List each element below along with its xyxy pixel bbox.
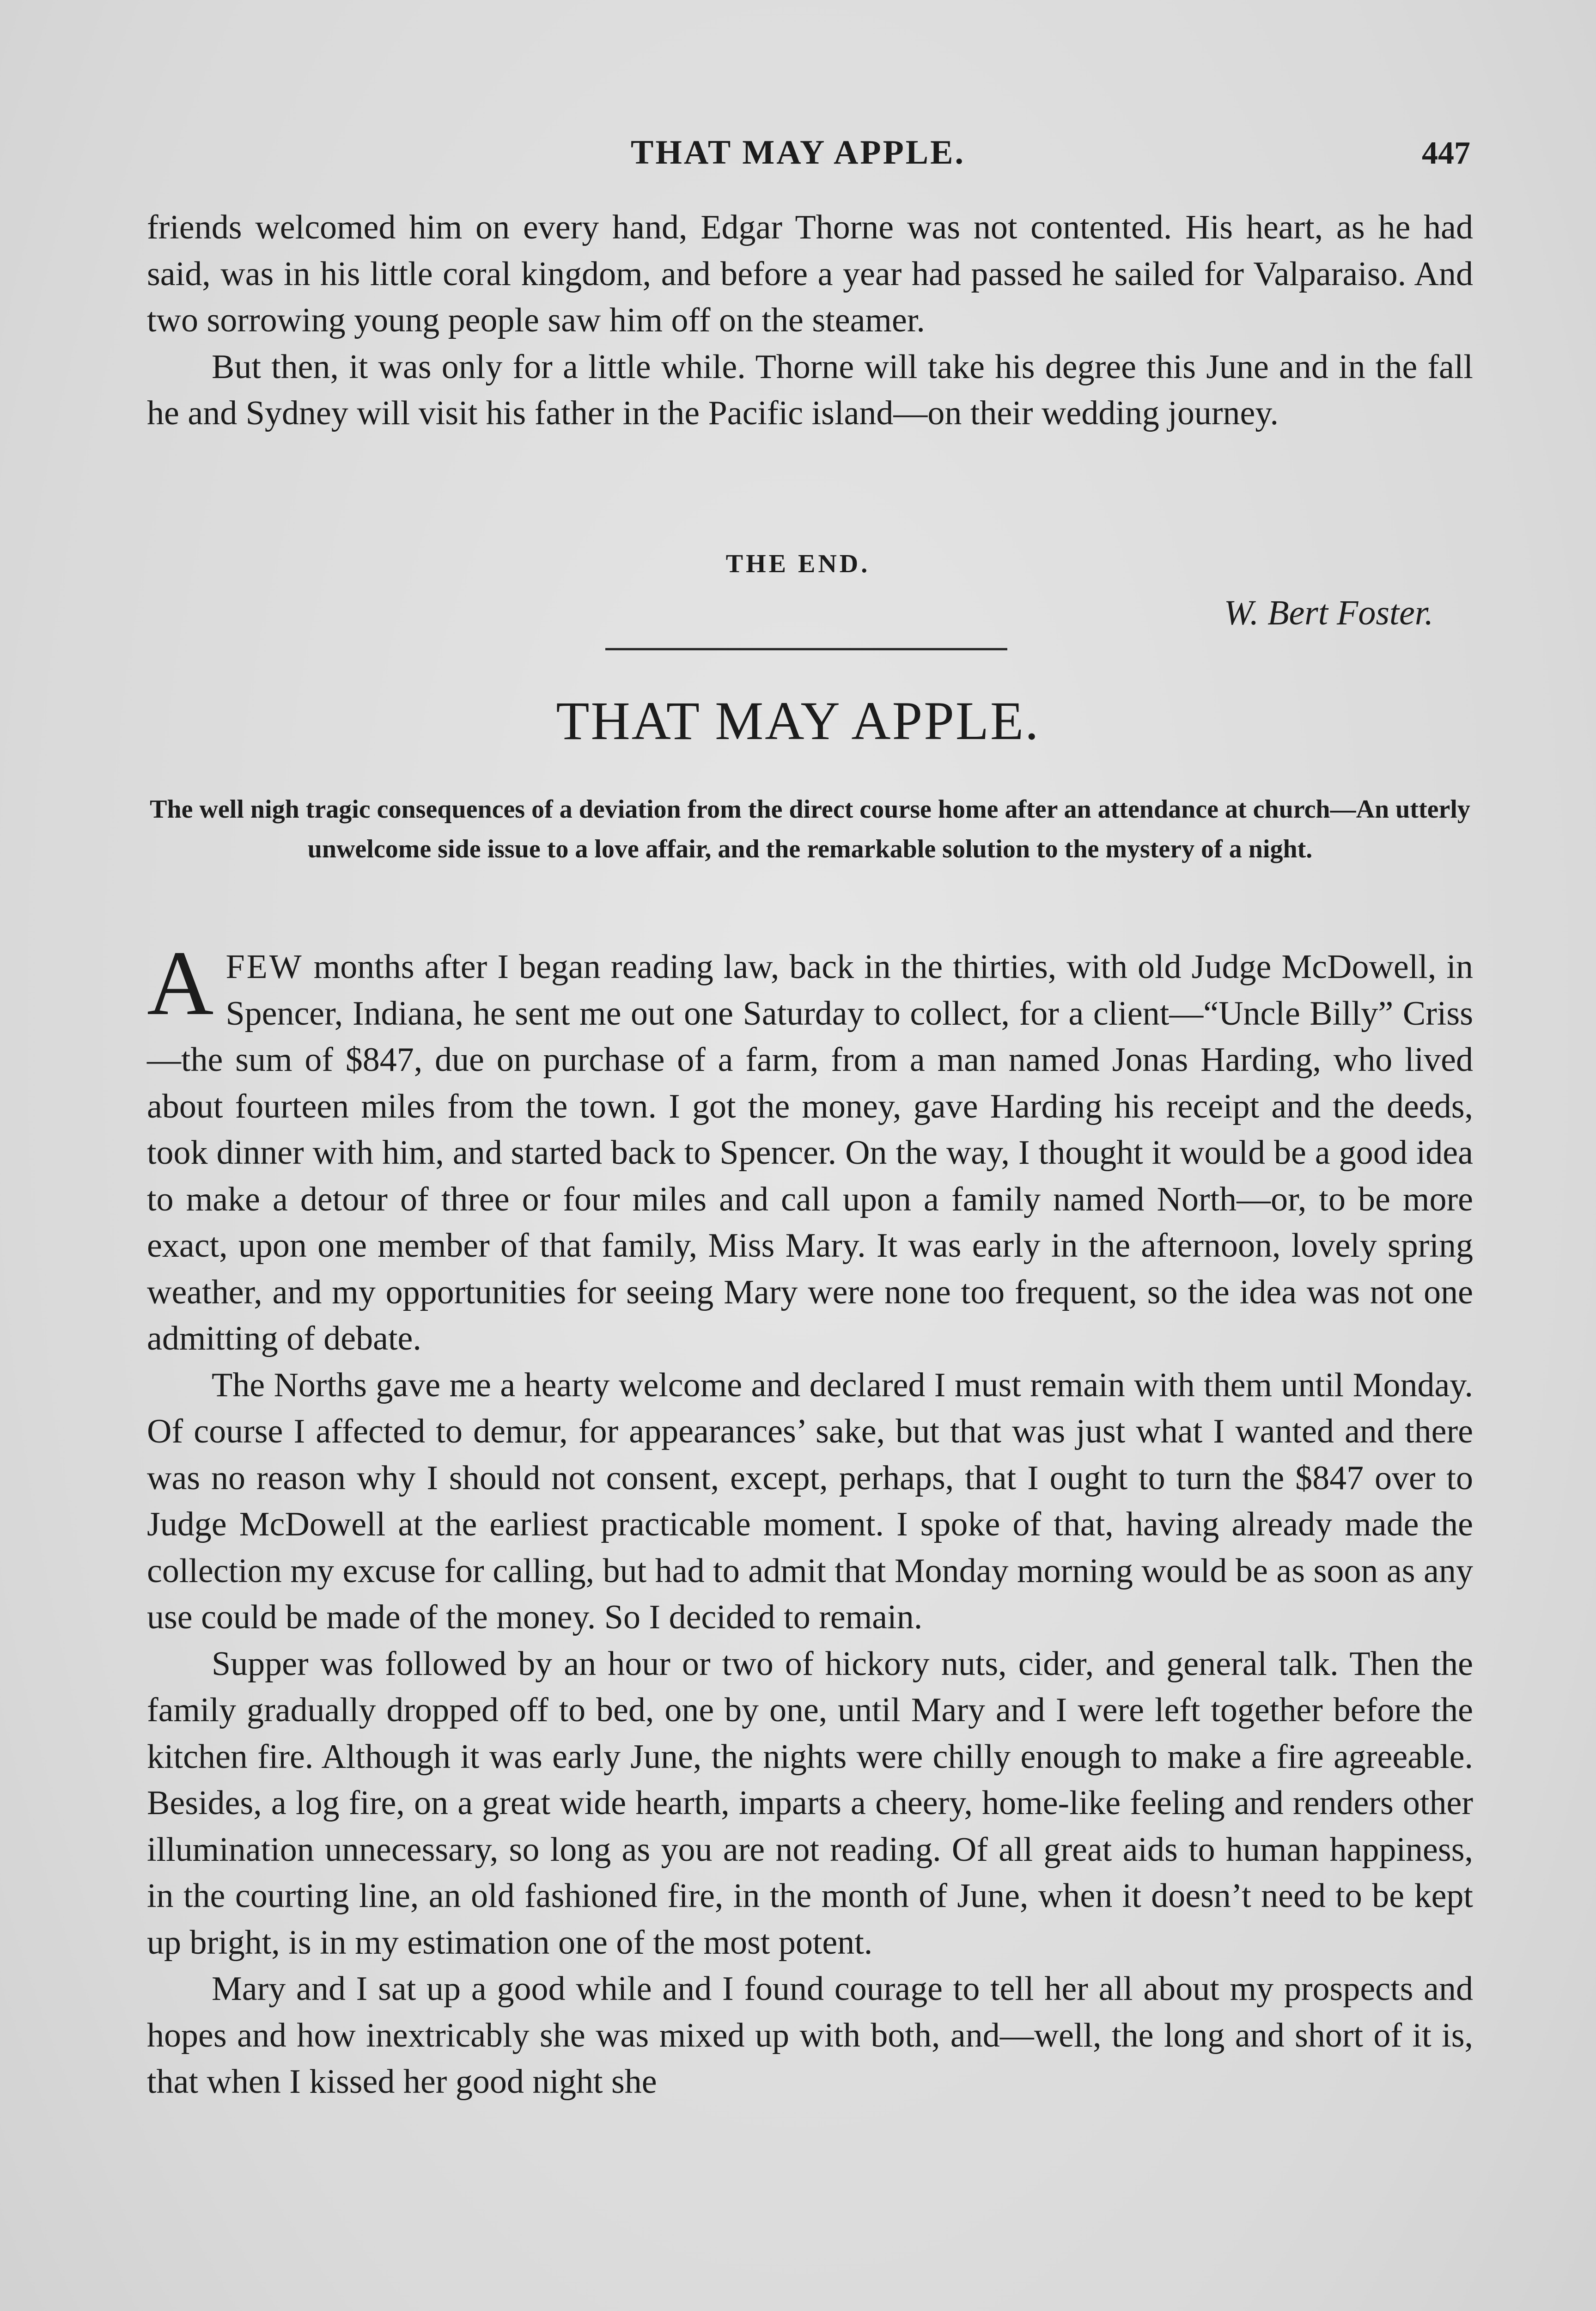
previous-story-ending [147, 204, 1473, 437]
paragraph: Mary and I sat up a good while and I found courage to tell her all about my prospects and hopes and how inextricably she was mixed up with both, and—well, the long and short of it is, that when I kissed her good night she [147, 1970, 1473, 2101]
the-end-marker: THE END. [725, 550, 871, 578]
page-header [0, 133, 1596, 175]
paragraph: Supper was followed by an hour or two of hickory nuts, cider, and general talk. Then the family gradually dropped off to bed, one by one, until Mary and I were left together before the kitchen fire. Although it was early June, the nights were chilly enough to make a fire agreeable. Besides, a log fire, on a great wide hearth, imparts a cheery, home-like feeling and renders other illumination unnecessary, so long as you are not reading. Of all great aids to human happiness, in the courting line, an old fashioned fire, in the month of June, when it doesn’t need to be kept up bright, is in my estimation one of the most potent. [147, 1645, 1473, 1962]
opening-word: FEW [225, 948, 304, 986]
running-head: THAT MAY APPLE. [630, 134, 966, 171]
story-subtitle: The well nigh tragic consequences of a deviation from the direct course home after an attendance at church—An utterly unwelcome side issue to a love affair, and the remarkable solution to the mystery of a night. [150, 795, 1470, 863]
paragraph: The Norths gave me a hearty welcome and declared I must remain with them until Monday. Of course I affected to demur, for appearances’ sake, but that was just what I wanted and there was no reason why I should not consent, except, perhaps, that I ought to turn the $847 over to Judge McDowell at the earliest practicable moment. I spoke of that, having already made the collection my excuse for calling, but had to admit that Monday morning would be as soon as any use could be made of the money. So I decided to remain. [147, 1366, 1473, 1636]
page-number: 447 [1422, 135, 1470, 171]
story-title: THAT MAY APPLE. [556, 691, 1040, 751]
paragraph: friends welcomed him on every hand, Edgar Thorne was not contented. His heart, as he had said, was in his little coral kingdom, and before a year had passed he sailed for Valparaiso. And two sorrowing young people saw him off on the steamer. [147, 208, 1473, 339]
drop-cap: A [147, 932, 214, 1034]
opening-paragraph [147, 932, 1473, 1362]
opening-text: months after I began reading law, back in the thirties, with old Judge McDowell, in Spencer, Indiana, he sent me out one Saturday to collect, for a client—“Uncle Billy” Criss—the sum of $847, due on purchase of a farm, from a man named Jonas Harding, who lived about fourteen miles from the town. I got the money, gave Harding his receipt and the deeds, took dinner with him, and started back to Spencer. On the way, I thought it would be a good idea to make a detour of three or four miles and call upon a family named North—or, to be more exact, upon one member of that family, Miss Mary. It was early in the afternoon, lovely spring weather, and my opportunities for seeing Mary were none too frequent, so the idea was not one admitting of debate. [147, 948, 1473, 1357]
paragraph: But then, it was only for a little while. Thorne will take his degree this June and in the fall he and Sydney will visit his father in the Pacific island—on their wedding journey. [147, 348, 1473, 432]
story-body [147, 932, 1473, 2105]
author-signature: W. Bert Foster. [1224, 593, 1433, 632]
section-divider [605, 648, 1007, 650]
